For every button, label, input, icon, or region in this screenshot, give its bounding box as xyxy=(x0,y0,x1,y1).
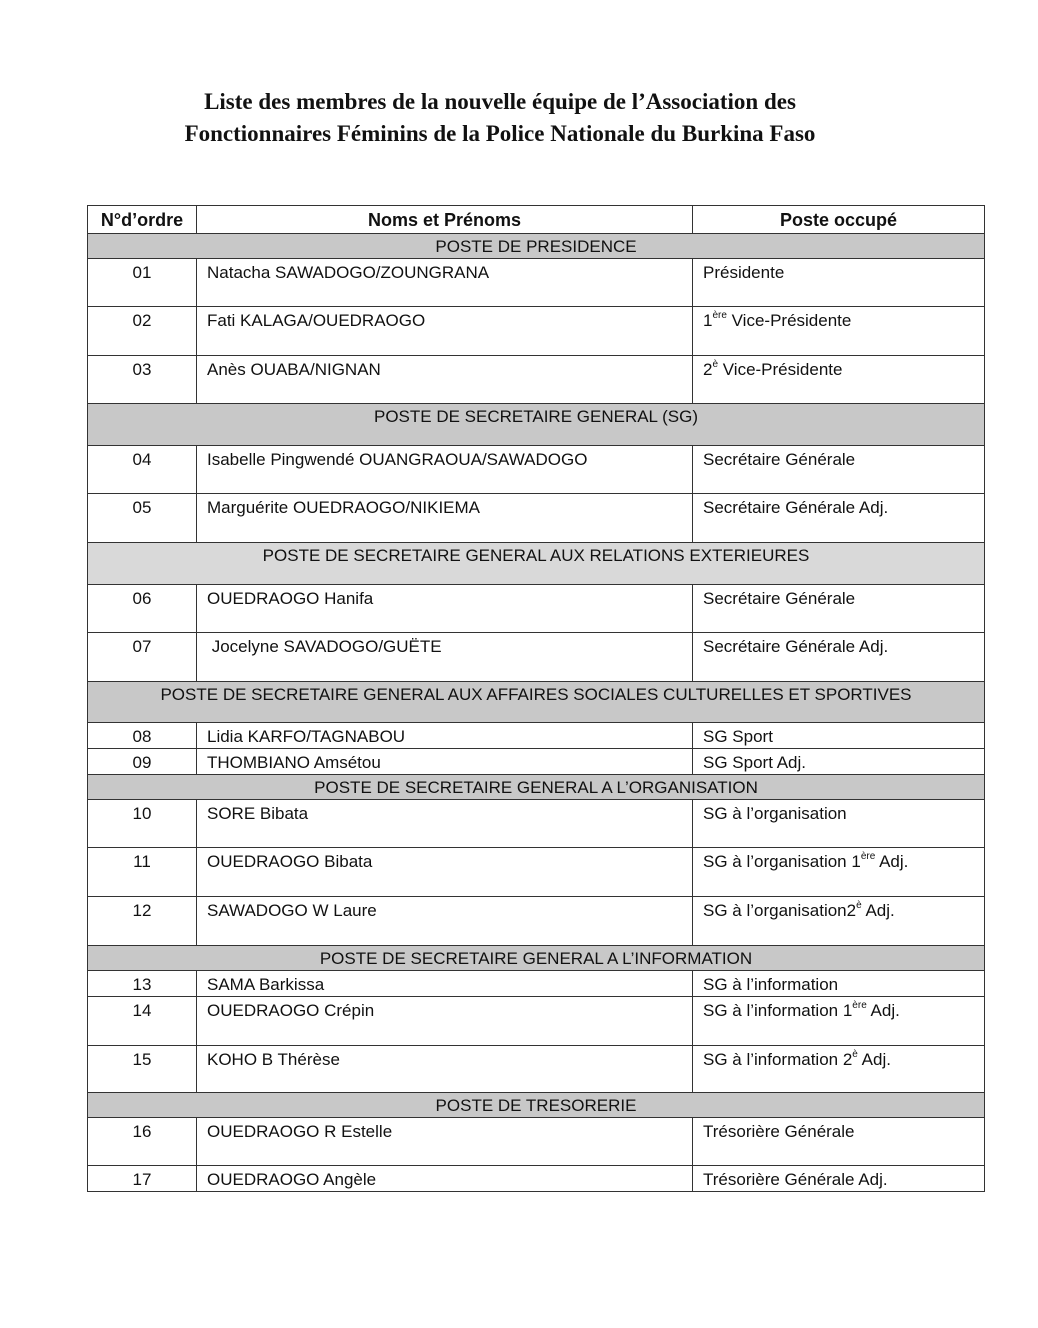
position-text: SG à l’information 1 xyxy=(703,1001,853,1020)
position-text: SG à l’organisation 1 xyxy=(703,852,861,871)
position-cell xyxy=(693,897,985,946)
table-row xyxy=(88,897,985,946)
position-text-suffix: Vice-Présidente xyxy=(726,311,852,330)
table-row xyxy=(88,1046,985,1093)
member-name-cell: Isabelle Pingwendé OUANGRAOUA/SAWADOGO xyxy=(197,446,693,494)
header-names: Noms et Prénoms xyxy=(197,206,693,234)
section-label: POSTE DE SECRETAIRE GENERAL AUX RELATIONS EXTERIEURES xyxy=(88,543,985,585)
table-header-row xyxy=(88,206,985,234)
ordinal-superscript: è xyxy=(852,1049,858,1061)
section-label: POSTE DE SECRETAIRE GENERAL A L’ORGANISATION xyxy=(88,775,985,800)
section-label: POSTE DE SECRETAIRE GENERAL AUX AFFAIRES SOCIALES CULTURELLES ET SPORTIVES xyxy=(88,682,985,723)
members-table xyxy=(87,205,985,1192)
position-text: SG à l’information 2 xyxy=(703,1050,853,1069)
position-cell xyxy=(693,356,985,404)
order-number-cell: 06 xyxy=(88,585,197,633)
member-name-cell: THOMBIANO Amsétou xyxy=(197,749,693,775)
order-number-cell: 04 xyxy=(88,446,197,494)
position-text-suffix: Vice-Présidente xyxy=(718,360,843,379)
position-cell xyxy=(693,848,985,897)
member-name-cell: Anès OUABA/NIGNAN xyxy=(197,356,693,404)
table-row xyxy=(88,997,985,1046)
position-cell xyxy=(693,259,985,307)
position-cell xyxy=(693,971,985,997)
member-name-cell: KOHO B Thérèse xyxy=(197,1046,693,1093)
position-text: Secrétaire Générale Adj. xyxy=(703,637,889,656)
member-name-cell: OUEDRAOGO Crépin xyxy=(197,997,693,1046)
member-name-cell: OUEDRAOGO Angèle xyxy=(197,1166,693,1192)
position-text: 2 xyxy=(703,360,713,379)
position-text: SG à l’information xyxy=(703,975,839,994)
order-number-cell: 02 xyxy=(88,307,197,356)
position-text: Trésorière Générale xyxy=(703,1122,855,1141)
order-number-cell: 16 xyxy=(88,1118,197,1166)
position-cell xyxy=(693,307,985,356)
document-title xyxy=(0,86,1000,150)
position-text: Secrétaire Générale xyxy=(703,450,856,469)
position-cell xyxy=(693,723,985,749)
table-row xyxy=(88,585,985,633)
table-row xyxy=(88,1166,985,1192)
member-name-cell: OUEDRAOGO Hanifa xyxy=(197,585,693,633)
position-cell xyxy=(693,446,985,494)
member-name-cell: SORE Bibata xyxy=(197,800,693,848)
position-text-suffix: Adj. xyxy=(861,901,895,920)
table-row xyxy=(88,259,985,307)
header-order-number: N°d’ordre xyxy=(88,206,197,234)
position-text: Secrétaire Générale Adj. xyxy=(703,498,889,517)
title-line-1: Liste des membres de la nouvelle équipe de l’Association des xyxy=(204,89,796,114)
order-number-cell: 17 xyxy=(88,1166,197,1192)
table-row xyxy=(88,723,985,749)
position-text: Secrétaire Générale xyxy=(703,589,856,608)
order-number-cell: 10 xyxy=(88,800,197,848)
position-text: Trésorière Générale Adj. xyxy=(703,1170,888,1189)
position-text: Présidente xyxy=(703,263,785,282)
position-cell xyxy=(693,749,985,775)
position-text: SG Sport Adj. xyxy=(703,753,806,772)
position-cell xyxy=(693,494,985,543)
ordinal-superscript: ère xyxy=(852,1000,867,1012)
table-row xyxy=(88,356,985,404)
section-label: POSTE DE SECRETAIRE GENERAL A L’INFORMATION xyxy=(88,946,985,971)
order-number-cell: 05 xyxy=(88,494,197,543)
member-name-cell: OUEDRAOGO Bibata xyxy=(197,848,693,897)
section-row xyxy=(88,1093,985,1118)
section-row xyxy=(88,543,985,585)
ordinal-superscript: ère xyxy=(860,851,876,863)
table-row xyxy=(88,446,985,494)
title-line-2: Fonctionnaires Féminins de la Police Nationale du Burkina Faso xyxy=(184,121,816,146)
position-text-suffix: Adj. xyxy=(857,1050,891,1069)
member-name-cell: SAWADOGO W Laure xyxy=(197,897,693,946)
position-cell xyxy=(693,1166,985,1192)
member-name-cell: Lidia KARFO/TAGNABOU xyxy=(197,723,693,749)
ordinal-superscript: ère xyxy=(712,310,727,322)
section-row xyxy=(88,775,985,800)
position-text-suffix: Adj. xyxy=(875,852,909,871)
order-number-cell: 01 xyxy=(88,259,197,307)
position-cell xyxy=(693,585,985,633)
order-number-cell: 09 xyxy=(88,749,197,775)
order-number-cell: 03 xyxy=(88,356,197,404)
position-cell xyxy=(693,997,985,1046)
position-text: SG Sport xyxy=(703,727,773,746)
table-row xyxy=(88,633,985,682)
order-number-cell: 13 xyxy=(88,971,197,997)
position-cell xyxy=(693,1046,985,1093)
ordinal-superscript: è xyxy=(712,359,719,371)
member-name-cell: OUEDRAOGO R Estelle xyxy=(197,1118,693,1166)
member-name-cell: Natacha SAWADOGO/ZOUNGRANA xyxy=(197,259,693,307)
table-body xyxy=(88,234,985,1192)
position-cell xyxy=(693,800,985,848)
table-row xyxy=(88,494,985,543)
order-number-cell: 11 xyxy=(88,848,197,897)
ordinal-superscript: è xyxy=(856,900,862,912)
section-row xyxy=(88,946,985,971)
table-row xyxy=(88,307,985,356)
order-number-cell: 12 xyxy=(88,897,197,946)
section-label: POSTE DE TRESORERIE xyxy=(88,1093,985,1118)
table-row xyxy=(88,1118,985,1166)
section-label: POSTE DE PRESIDENCE xyxy=(88,234,985,259)
member-name-cell: Marguérite OUEDRAOGO/NIKIEMA xyxy=(197,494,693,543)
table-row xyxy=(88,800,985,848)
header-position: Poste occupé xyxy=(693,206,985,234)
section-label: POSTE DE SECRETAIRE GENERAL (SG) xyxy=(88,404,985,446)
section-row xyxy=(88,682,985,723)
table-row xyxy=(88,971,985,997)
member-name-cell: Jocelyne SAVADOGO/GUËTE xyxy=(197,633,693,682)
order-number-cell: 14 xyxy=(88,997,197,1046)
member-name-cell: SAMA Barkissa xyxy=(197,971,693,997)
member-name-cell: Fati KALAGA/OUEDRAOGO xyxy=(197,307,693,356)
section-row xyxy=(88,234,985,259)
table-row xyxy=(88,848,985,897)
order-number-cell: 08 xyxy=(88,723,197,749)
position-text: SG à l’organisation xyxy=(703,804,847,823)
position-text: 1 xyxy=(703,311,713,330)
position-text-suffix: Adj. xyxy=(866,1001,900,1020)
order-number-cell: 15 xyxy=(88,1046,197,1093)
section-row xyxy=(88,404,985,446)
order-number-cell: 07 xyxy=(88,633,197,682)
position-cell xyxy=(693,633,985,682)
table-row xyxy=(88,749,985,775)
position-text: SG à l’organisation2 xyxy=(703,901,857,920)
position-cell xyxy=(693,1118,985,1166)
